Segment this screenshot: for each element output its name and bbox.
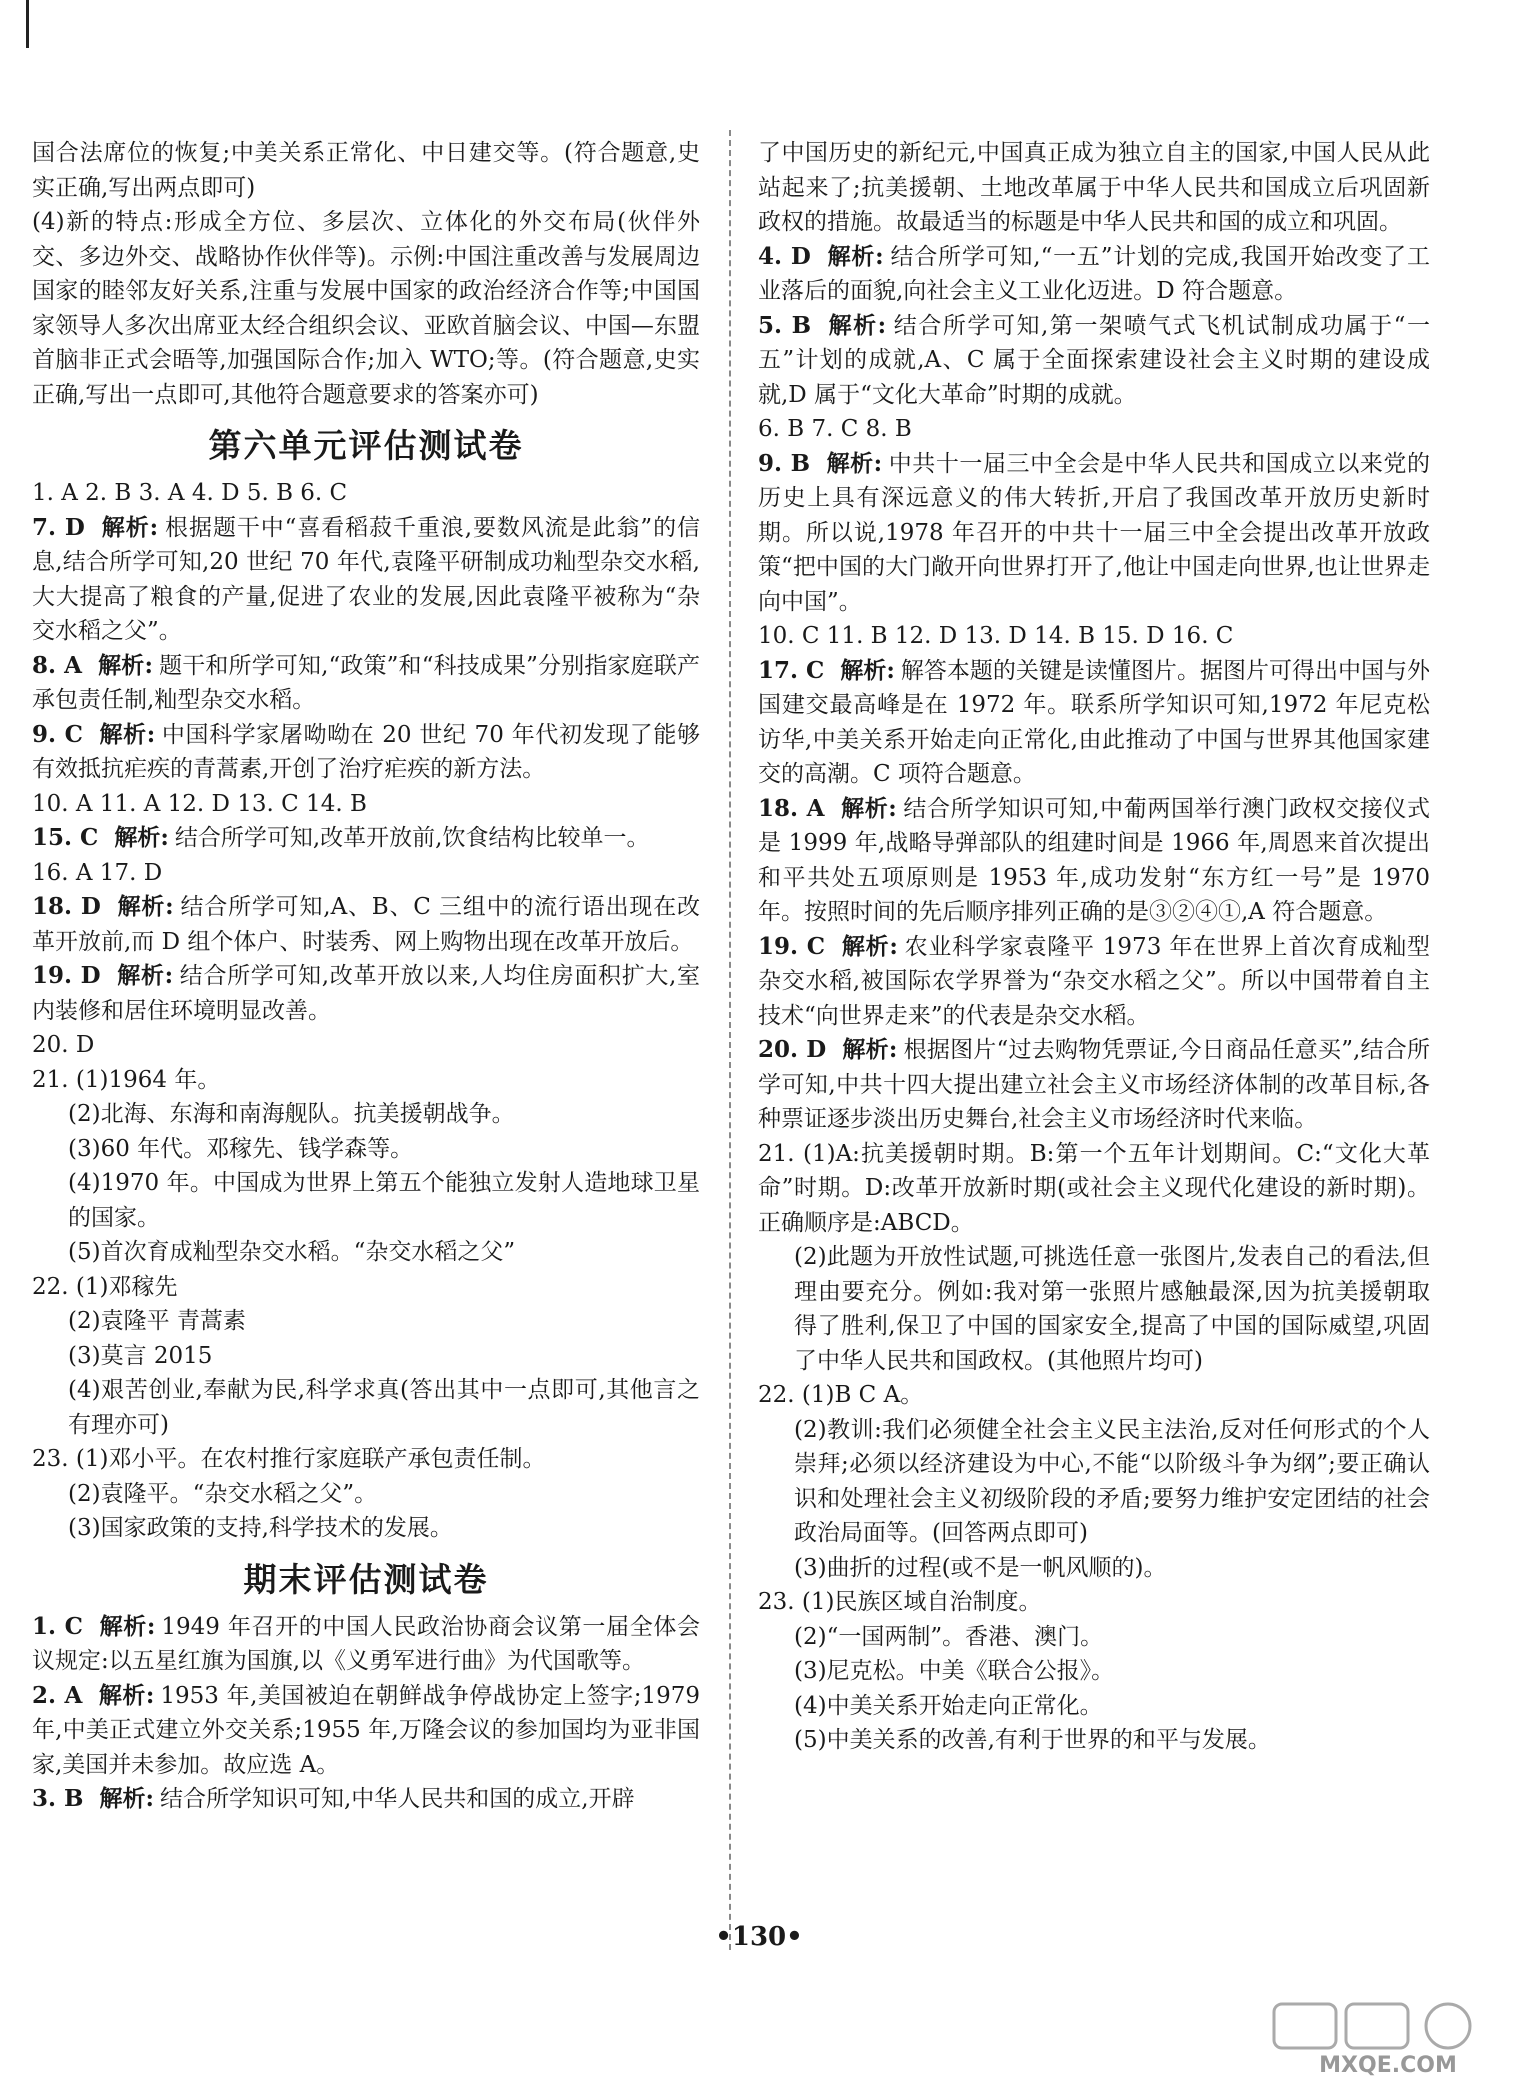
answer-line: 20. D (32, 1032, 95, 1058)
answer-number: 8. A (32, 651, 83, 679)
answer-line: 10. C 11. B 12. D 13. D 14. B 15. D 16. C (758, 623, 1234, 649)
page-number: •130• (715, 1922, 803, 1952)
sub-answer: (5)首次育成籼型杂交水稻。“杂交水稻之父” (68, 1239, 516, 1265)
analysis-text: 题干和所学可知,“政策”和“科技成果”分别指家庭联产承包责任制,籼型杂交水稻。 (32, 652, 700, 713)
answer-item (758, 930, 1430, 1034)
answer-line: 23. (1)邓小平。在农村推行家庭联产承包责任制。 (32, 1446, 546, 1472)
sub-answer: (4)1970 年。中国成为世界上第五个能独立发射人造地球卫星的国家。 (68, 1170, 700, 1231)
scan-edge-mark (26, 0, 29, 48)
answer-number: 1. C (32, 1612, 83, 1640)
analysis-label: 解析: (840, 794, 897, 822)
analysis-label: 解析: (98, 1681, 155, 1709)
answer-line: 了中国历史的新纪元,中国真正成为独立自主的国家,中国人民从此站起来了;抗美援朝、土地改革属于中华人民共和国成立后巩固新政权的措施。故最适当的标题是中华人民共和国的成立和巩固。 (758, 140, 1430, 235)
answer-item (32, 718, 700, 787)
sub-answer: (3)莫言 2015 (68, 1342, 213, 1369)
answer-number: 9. C (32, 720, 83, 748)
answer-number: 3. B (32, 1785, 84, 1812)
answer-number: 15. C (32, 824, 99, 851)
answer-item (32, 959, 700, 1028)
answer-number: 4. D (758, 242, 811, 270)
sub-answer: (5)中美关系的改善,有利于世界的和平与发展。 (794, 1727, 1271, 1753)
answer-number: 20. D (758, 1036, 827, 1063)
analysis-text: 1949 年召开的中国人民政治协商会议第一届全体会议规定:以五星红旗为国旗,以《义勇军进行曲》为代国歌等。 (32, 1613, 700, 1674)
answer-line: 1. A 2. B 3. A 4. D 5. B 6. C (32, 480, 348, 506)
answer-line: 23. (1)民族区域自治制度。 (758, 1589, 1042, 1615)
answer-item (758, 309, 1430, 413)
answer-line: 22. (1)B C A。 (758, 1382, 924, 1408)
sub-answer: (2)袁隆平 青蒿素 (68, 1308, 246, 1334)
answer-number: 17. C (758, 656, 825, 684)
analysis-label: 解析: (826, 449, 883, 477)
answer-item (32, 511, 700, 649)
analysis-label: 解析: (98, 720, 156, 748)
sub-answer: (2)教训:我们必须健全社会主义民主法治,反对任何形式的个人崇拜;必须以经济建设为中心,不能“以阶级斗争为纲”;要正确认识和处理社会主义初级阶段的矛盾;要努力维护安定团结的社会政治局面等。(回答两点即可) (794, 1416, 1430, 1546)
answer-item (32, 1679, 700, 1783)
column-divider (729, 130, 731, 1950)
answer-item (32, 649, 700, 718)
answer-item (32, 1610, 700, 1679)
sub-answer: (3)60 年代。邓稼先、钱学森等。 (68, 1135, 414, 1162)
sub-answer: (4)中美关系开始走向正常化。 (794, 1692, 1103, 1719)
analysis-text: 解答本题的关键是读懂图片。据图片可得出中国与外国建交最高峰是在 1972 年。联系所学知识可知,1972 年尼克松访华,中美关系开始走向正常化,由此推动了中国与世界其他国家建交的高潮。C 项符合题意。 (758, 657, 1431, 787)
answer-number: 2. A (32, 1681, 83, 1709)
answer-number: 19. C (758, 932, 826, 960)
analysis-text: 结合所学可知,改革开放以来,人均住房面积扩大,室内装修和居住环境明显改善。 (32, 963, 700, 1024)
answer-line: 21. (1)A:抗美援朝时期。B:第一个五年计划期间。C:“文化大革命”时期。D:改革开放新时期(或社会主义现代化建设的新时期)。正确顺序是:ABCD。 (758, 1140, 1430, 1236)
analysis-label: 解析: (98, 1612, 156, 1640)
watermark-site: MXQE.COM (1319, 2053, 1457, 2078)
analysis-label: 解析: (842, 1036, 898, 1063)
sub-answer: (2)此题为开放性试题,可挑选任意一张图片,发表自己的看法,但理由要充分。例如:我对第一张照片感触最深,因为抗美援朝取得了胜利,保卫了中国的国家安全,提高了中国的国际威望,巩固了中华人民共和国政权。(其他照片均可) (794, 1244, 1430, 1374)
answer-line: 国合法席位的恢复;中美关系正常化、中日建交等。(符合题意,史实正确,写出两点即可) (32, 140, 700, 201)
right-column (758, 136, 1430, 1758)
answer-line: 21. (1)1964 年。 (32, 1066, 221, 1093)
analysis-text: 结合所学知识可知,中华人民共和国的成立,开辟 (159, 1786, 635, 1812)
answer-item (32, 1782, 700, 1817)
answer-item (758, 1033, 1430, 1137)
watermark-logo (1270, 1998, 1500, 2078)
answer-line: 22. (1)邓稼先 (32, 1273, 178, 1300)
sub-answer: (3)国家政策的支持,科学技术的发展。 (68, 1515, 453, 1541)
answer-item (758, 240, 1430, 309)
answer-number: 18. A (758, 794, 825, 822)
sub-answer: (4)艰苦创业,奉献为民,科学求真(答出其中一点即可,其他言之有理亦可) (68, 1377, 700, 1438)
analysis-text: 根据图片“过去购物凭票证,今日商品任意买”,结合所学可知,中共十四大提出建立社会主义市场经济体制的改革目标,各种票证逐步淡出历史舞台,社会主义市场经济时代来临。 (758, 1037, 1431, 1132)
answer-line: (4)新的特点:形成全方位、多层次、立体化的外交布局(伙伴外交、多边外交、战略协作伙伴等)。示例:中国注重改善与发展周边国家的睦邻友好关系,注重与发展中国家的政治经济合作等;中国国家领导人多次出席亚太经合组织会议、亚欧首脑会议、中国—东盟首脑非正式会晤等,加强国际合作;加入 WTO;等。(符合题意,史实正确,写出一点即可,其他符合题意要求的答案亦可) (32, 209, 700, 408)
sub-answer: (2)袁隆平。“杂交水稻之父”。 (68, 1480, 378, 1507)
answer-number: 9. B (758, 449, 811, 477)
analysis-text: 中共十一届三中全会是中华人民共和国成立以来党的历史上具有深远意义的伟大转折,开启了我国改革开放历史新时期。所以说,1978 年召开的中共十一届三中全会提出改革开放政策“把中国的大门敞开向世界打开了,他让中国走向世界,也让世界走向中国”。 (758, 450, 1430, 615)
analysis-text: 1953 年,美国被迫在朝鲜战争停战协定上签字;1979 年,中美正式建立外交关系;1955 年,万隆会议的参加国均为亚非国家,美国并未参加。故应选 A。 (32, 1682, 700, 1778)
analysis-text: 根据题干中“喜看稻菽千重浪,要数风流是此翁”的信息,结合所学可知,20 世纪 70 年代,袁隆平研制成功籼型杂交水稻,大大提高了粮食的产量,促进了农业的发展,因此袁隆平被称为“杂交水稻之父”。 (32, 514, 700, 644)
answer-number: 18. D (32, 893, 101, 920)
analysis-text: 结合所学可知,第一架喷气式飞机试制成功属于“一五”计划的成就,A、C 属于全面探索建设社会主义时期的建设成就,D 属于“文化大革命”时期的成就。 (758, 312, 1430, 408)
answer-item (32, 821, 700, 856)
answer-number: 19. D (32, 962, 101, 989)
sub-answer: (2)北海、东海和南海舰队。抗美援朝战争。 (68, 1101, 515, 1127)
analysis-text: 结合所学可知,“一五”计划的完成,我国开始改变了工业落后的面貌,向社会主义工业化迈进。D 符合题意。 (758, 243, 1430, 304)
sub-answer: (3)尼克松。中美《联合公报》。 (794, 1658, 1115, 1684)
analysis-label: 解析: (826, 242, 884, 270)
answer-number: 7. D (32, 513, 85, 541)
left-column (32, 136, 700, 1817)
analysis-label: 解析: (116, 962, 174, 989)
answer-item (758, 654, 1430, 792)
analysis-text: 中国科学家屠呦呦在 20 世纪 70 年代初发现了能够有效抵抗疟疾的青蒿素,开创了治疗疟疾的新方法。 (32, 721, 700, 782)
answer-item (758, 447, 1430, 620)
answer-line: 16. A 17. D (32, 859, 163, 886)
analysis-label: 解析: (116, 893, 174, 920)
section-title: 第六单元评估测试卷 (208, 426, 524, 465)
answer-line: 10. A 11. A 12. D 13. C 14. B (32, 790, 367, 817)
analysis-label: 解析: (840, 656, 895, 684)
analysis-label: 解析: (841, 932, 898, 960)
answer-item (758, 792, 1430, 930)
section-title: 期末评估测试卷 (243, 1559, 489, 1599)
analysis-text: 结合所学知识可知,中葡两国举行澳门政权交接仪式是 1999 年,战略导弹部队的组建时间是 1966 年,周恩来首次提出和平共处五项原则是 1953 年,成功发射“东方红一号”是 1970 年。按照时间的先后顺序排列正确的是③②④①,A 符合题意。 (758, 795, 1431, 925)
analysis-label: 解析: (100, 513, 159, 541)
analysis-text: 农业科学家袁隆平 1973 年在世界上首次育成籼型杂交水稻,被国际农学界誉为“杂交水稻之父”。所以中国带着自主技术“向世界走来”的代表是杂交水稻。 (758, 933, 1431, 1029)
sub-answer: (2)“一国两制”。香港、澳门。 (794, 1623, 1104, 1650)
sub-answer: (3)曲折的过程(或不是一帆风顺的)。 (794, 1554, 1167, 1581)
analysis-label: 解析: (114, 824, 169, 851)
answer-line: 6. B 7. C 8. B (758, 416, 912, 442)
analysis-label: 解析: (827, 311, 887, 339)
answer-number: 5. B (758, 311, 812, 339)
analysis-label: 解析: (99, 1785, 154, 1812)
analysis-label: 解析: (98, 651, 153, 679)
analysis-text: 结合所学可知,改革开放前,饮食结构比较单一。 (174, 825, 650, 851)
answer-item (32, 890, 700, 959)
analysis-text: 结合所学可知,A、B、C 三组中的流行语出现在改革开放前,而 D 组个体户、时装秀、网上购物出现在改革开放后。 (32, 894, 701, 955)
